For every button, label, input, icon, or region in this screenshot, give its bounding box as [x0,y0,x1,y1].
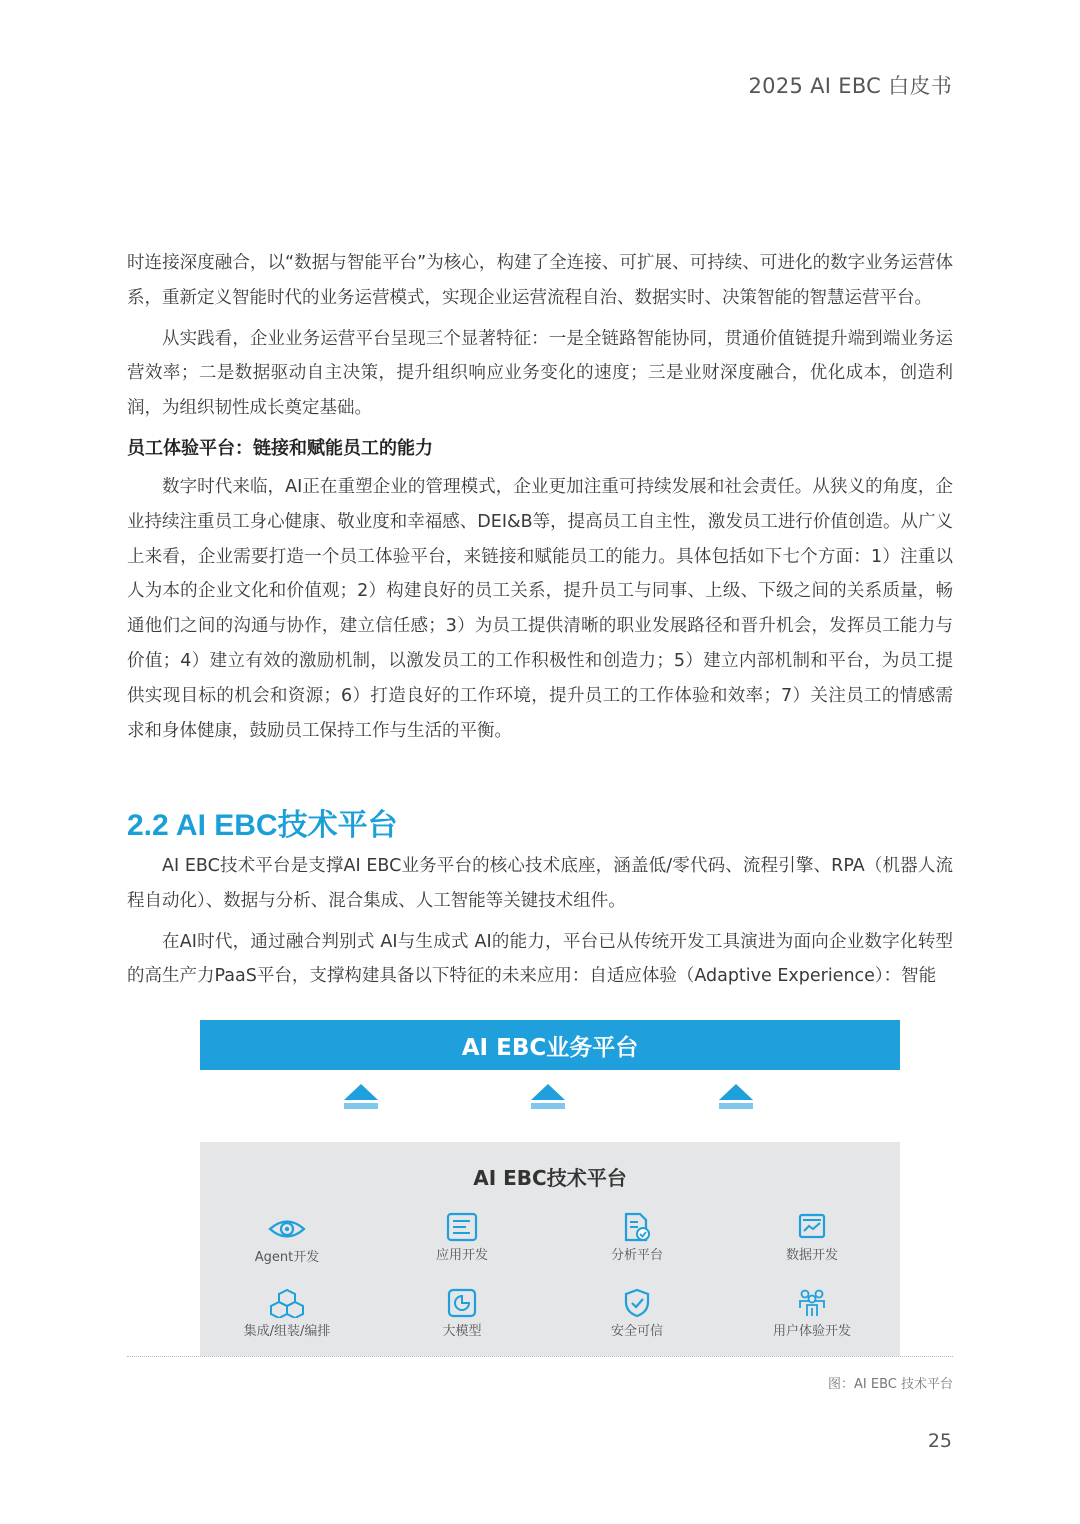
shield-check-icon [623,1288,651,1318]
page-header-title: 2025 AI EBC 白皮书 [748,74,952,98]
analysis-doc-icon [622,1212,652,1242]
tech-item-agent [227,1214,347,1265]
section-title: 2.2 AI EBC技术平台 [127,809,398,842]
tech-item-integration [227,1288,347,1339]
tech-item-app-dev [402,1212,522,1263]
paragraph: 时连接深度融合，以“数据与智能平台”为核心，构建了全连接、可扩展、可持续、可进化的数字业务运营体系，重新定义智能时代的业务运营模式，实现企业运营流程自治、数据实时、决策智能的智慧运营平台。 [127,253,953,308]
page-number: 25 [927,1430,952,1452]
tech-item-label: 数据开发 [785,1248,838,1263]
tech-item-label: Agent开发 [254,1250,320,1265]
arrow-row [200,1070,900,1142]
app-dev-icon [446,1212,478,1242]
up-arrow-icon [344,1084,378,1114]
tech-item-label: 集成/组装/编排 [243,1324,331,1339]
subheading: 员工体验平台：链接和赋能员工的能力 [127,437,433,459]
tech-item-ux-dev [752,1288,872,1339]
tech-item-data-dev [752,1212,872,1263]
paragraph: 在AI时代，通过融合判别式 AI与生成式 AI的能力，平台已从传统开发工具演进为面向企业数字化转型的高生产力PaaS平台，支撑构建具备以下特征的未来应用：自适应体验（Adaptive Experience）：智能 [127,931,953,987]
paragraph: 从实践看，企业业务运营平台呈现三个显著特征：一是全链路智能协同，贯通价值链提升端到端业务运营效率；二是数据驱动自主决策，提升组织响应业务变化的速度；三是业财深度融合，优化成本，创造利润，为组织韧性成长奠定基础。 [127,328,953,419]
cubes-icon [270,1288,304,1318]
tech-platform-box [200,1142,900,1356]
biz-platform-bar: AI EBC业务平台 [200,1020,900,1070]
tech-platform-title: AI EBC技术平台 [473,1166,627,1190]
tech-item-llm [402,1288,522,1339]
tech-item-label: 分析平台 [610,1248,663,1263]
paragraph: 数字时代来临，AI正在重塑企业的管理模式，企业更加注重可持续发展和社会责任。从狭义的角度，企业持续注重员工身心健康、敬业度和幸福感、DEI&B等，提高员工自主性，激发员工进行价值创造。从广义上来看，企业需要打造一个员工体验平台，来链接和赋能员工的能力。具体包括如下七个方面：1）注重以人为本的企业文化和价值观；2）构建良好的员工关系，提升员工与同事、上级、下级之间的关系质量，畅通他们之间的沟通与协作，建立信任感；3）为员工提供清晰的职业发展路径和晋升机会，发挥员工能力与价值；4）建立有效的激励机制，以激发员工的工作积极性和创造力；5）建立内部机制和平台，为员工提供实现目标的机会和资源；6）打造良好的工作环境，提升员工的工作体验和效率；7）关注员工的情感需求和身体健康，鼓励员工保持工作与生活的平衡。 [127,476,953,741]
tech-item-label: 安全可信 [610,1324,663,1339]
users-icon [797,1288,827,1318]
figure-caption: 图：AI EBC 技术平台 [828,1377,953,1392]
body-text-block [127,246,953,754]
tech-item-label: 应用开发 [435,1248,488,1263]
platform-diagram [200,1020,900,1356]
body-text-block [127,849,953,1000]
data-chart-icon [797,1212,827,1242]
divider [127,1356,953,1357]
up-arrow-icon [719,1084,753,1114]
tech-item-label: 用户体验开发 [772,1324,851,1339]
paragraph: AI EBC技术平台是支撑AI EBC业务平台的核心技术底座，涵盖低/零代码、流程引擎、RPA（机器人流程自动化）、数据与分析、混合集成、人工智能等关键技术组件。 [127,856,953,911]
tech-item-security [577,1288,697,1339]
eye-icon [268,1214,306,1244]
up-arrow-icon [531,1084,565,1114]
tech-item-analysis [577,1212,697,1263]
tech-item-label: 大模型 [442,1324,482,1339]
model-icon [447,1288,477,1318]
